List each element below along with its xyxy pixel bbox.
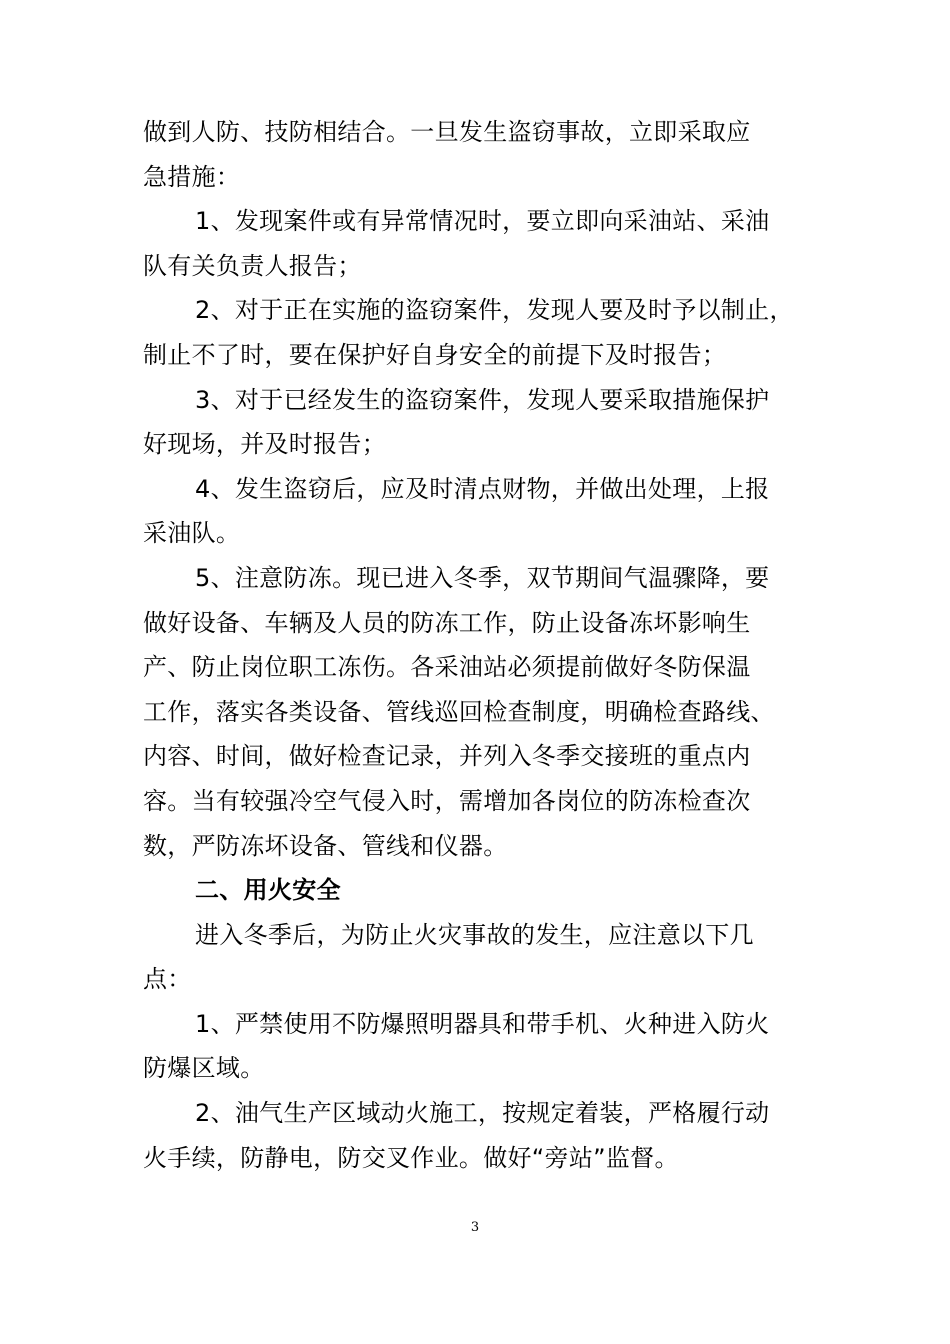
text-line: 制止不了时，要在保护好自身安全的前提下及时报告； [143,340,727,369]
text-line: 2、油气生产区域动火施工，按规定着装，严格履行动 [195,1099,770,1128]
text-line: 5、注意防冻。现已进入冬季，双节期间气温骤降，要 [195,563,770,592]
text-line: 内容、时间，做好检查记录，并列入冬季交接班的重点内 [143,742,751,771]
text-line: 1、严禁使用不防爆照明器具和带手机、火种进入防火 [195,1009,770,1038]
text-line: 进入冬季后，为防止火灾事故的发生，应注意以下几 [195,920,754,949]
text-line: 防爆区域。 [143,1054,265,1083]
text-line: 工作，落实各类设备、管线巡回检查制度，明确检查路线、 [143,697,775,726]
text-line: 3、对于已经发生的盗窃案件，发现人要采取措施保护 [195,385,770,414]
text-line: 队有关负责人报告； [143,251,362,280]
text-line: 做到人防、技防相结合。一旦发生盗窃事故，立即采取应 [143,118,751,146]
text-line: 容。当有较强冷空气侵入时，需增加各岗位的防冻检查次 [143,786,751,815]
text-line: 点： [143,965,192,994]
section-heading: 二、用火安全 [195,876,341,905]
text-line: 产、防止岗位职工冻伤。各采油站必须提前做好冬防保温 [143,653,751,682]
text-line: 2、对于正在实施的盗窃案件，发现人要及时予以制止， [195,296,794,325]
text-line: 做好设备、车辆及人员的防冻工作，防止设备冻坏影响生 [143,608,751,637]
body-text [143,110,843,1180]
text-line: 数，严防冻坏设备、管线和仪器。 [143,831,508,860]
text-line: 4、发生盗窃后，应及时清点财物，并做出处理，上报 [195,474,770,503]
text-line: 急措施： [143,162,241,191]
text-line: 好现场，并及时报告； [143,430,386,459]
text-line: 1、发现案件或有异常情况时，要立即向采油站、采油 [195,207,770,236]
text-line: 火手续，防静电，防交叉作业。做好“旁站”监督。 [143,1143,679,1172]
text-line: 采油队。 [143,519,241,548]
page-number: 3 [470,1220,480,1235]
